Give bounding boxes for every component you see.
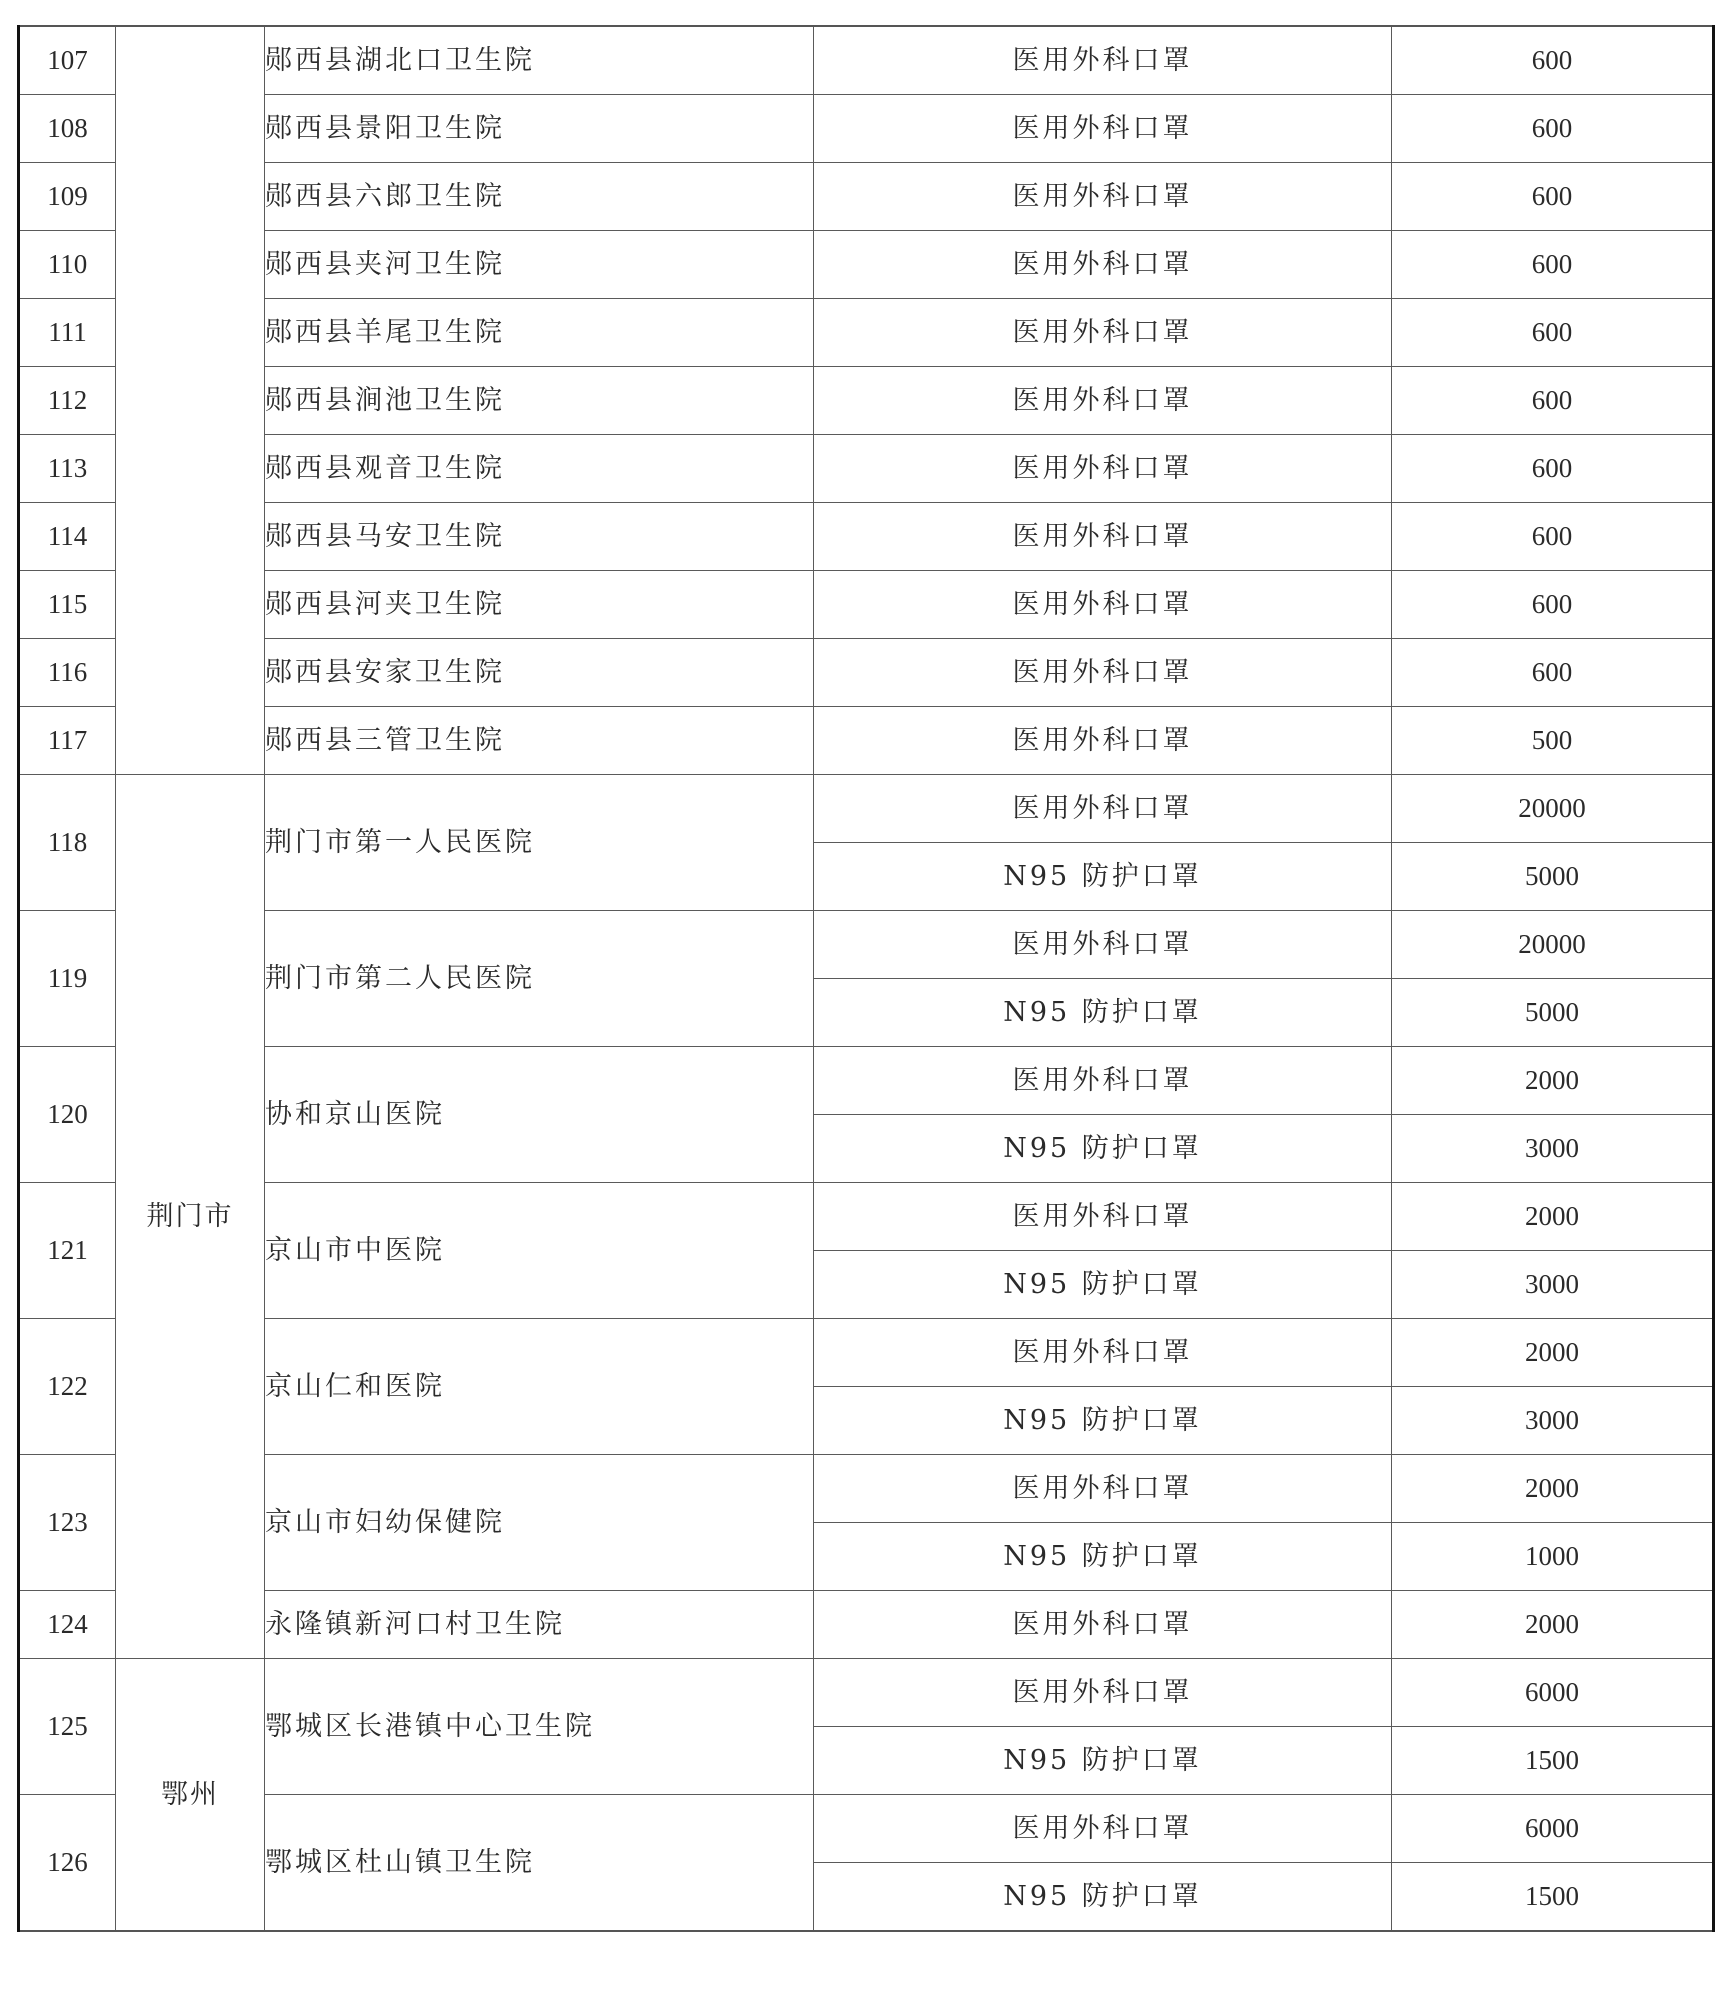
recipient-name: 郧西县羊尾卫生院	[265, 299, 814, 367]
row-number: 112	[19, 367, 116, 435]
item-quantity: 600	[1392, 639, 1714, 707]
item-quantity: 600	[1392, 503, 1714, 571]
item-quantity: 2000	[1392, 1047, 1714, 1115]
table-row	[19, 639, 1714, 707]
row-number: 113	[19, 435, 116, 503]
item-type: N95 防护口罩	[814, 843, 1392, 911]
item-type: 医用外科口罩	[814, 503, 1392, 571]
item-quantity: 600	[1392, 26, 1714, 95]
recipient-name: 永隆镇新河口村卫生院	[265, 1591, 814, 1659]
item-quantity: 2000	[1392, 1319, 1714, 1387]
table-row	[19, 1591, 1714, 1659]
recipient-name: 郧西县河夹卫生院	[265, 571, 814, 639]
item-type: N95 防护口罩	[814, 1387, 1392, 1455]
table-row	[19, 231, 1714, 299]
item-type: 医用外科口罩	[814, 1319, 1392, 1387]
item-quantity: 1500	[1392, 1727, 1714, 1795]
region-cell	[116, 775, 265, 1659]
item-quantity: 500	[1392, 707, 1714, 775]
table-row	[19, 299, 1714, 367]
table-row	[19, 503, 1714, 571]
recipient-name: 郧西县六郎卫生院	[265, 163, 814, 231]
item-type: N95 防护口罩	[814, 979, 1392, 1047]
item-quantity: 5000	[1392, 979, 1714, 1047]
item-type: 医用外科口罩	[814, 299, 1392, 367]
item-type: 医用外科口罩	[814, 435, 1392, 503]
item-type: 医用外科口罩	[814, 707, 1392, 775]
item-quantity: 600	[1392, 163, 1714, 231]
region-cell	[116, 1659, 265, 1932]
table-row	[19, 26, 1714, 95]
recipient-name: 郧西县马安卫生院	[265, 503, 814, 571]
item-quantity: 2000	[1392, 1591, 1714, 1659]
table-row	[19, 1047, 1714, 1115]
item-type: 医用外科口罩	[814, 95, 1392, 163]
region-label: 荆门市	[146, 1201, 234, 1232]
item-type: 医用外科口罩	[814, 26, 1392, 95]
recipient-name: 荆门市第一人民医院	[265, 775, 814, 911]
row-number: 120	[19, 1047, 116, 1183]
table-row	[19, 1795, 1714, 1863]
item-quantity: 6000	[1392, 1795, 1714, 1863]
donation-table	[17, 25, 1715, 1932]
item-quantity: 600	[1392, 435, 1714, 503]
item-type: 医用外科口罩	[814, 911, 1392, 979]
table-row	[19, 775, 1714, 843]
item-type: 医用外科口罩	[814, 571, 1392, 639]
item-type: 医用外科口罩	[814, 1795, 1392, 1863]
item-quantity: 3000	[1392, 1251, 1714, 1319]
recipient-name: 京山市妇幼保健院	[265, 1455, 814, 1591]
item-quantity: 600	[1392, 231, 1714, 299]
row-number: 119	[19, 911, 116, 1047]
row-number: 108	[19, 95, 116, 163]
table-row	[19, 435, 1714, 503]
item-type: N95 防护口罩	[814, 1523, 1392, 1591]
region-label: 鄂州	[161, 1779, 219, 1810]
item-quantity: 3000	[1392, 1115, 1714, 1183]
item-quantity: 600	[1392, 95, 1714, 163]
recipient-name: 郧西县安家卫生院	[265, 639, 814, 707]
item-type: 医用外科口罩	[814, 1047, 1392, 1115]
row-number: 114	[19, 503, 116, 571]
item-quantity: 1500	[1392, 1863, 1714, 1932]
item-type: N95 防护口罩	[814, 1115, 1392, 1183]
recipient-name: 郧西县三管卫生院	[265, 707, 814, 775]
item-type: 医用外科口罩	[814, 367, 1392, 435]
table-row	[19, 571, 1714, 639]
row-number: 125	[19, 1659, 116, 1795]
row-number: 124	[19, 1591, 116, 1659]
item-type: 医用外科口罩	[814, 1659, 1392, 1727]
recipient-name: 郧西县景阳卫生院	[265, 95, 814, 163]
item-quantity: 3000	[1392, 1387, 1714, 1455]
recipient-name: 京山市中医院	[265, 1183, 814, 1319]
donation-table-body	[19, 26, 1714, 1931]
row-number: 117	[19, 707, 116, 775]
item-type: N95 防护口罩	[814, 1727, 1392, 1795]
row-number: 111	[19, 299, 116, 367]
item-quantity: 600	[1392, 571, 1714, 639]
row-number: 126	[19, 1795, 116, 1932]
item-quantity: 20000	[1392, 911, 1714, 979]
row-number: 123	[19, 1455, 116, 1591]
row-number: 110	[19, 231, 116, 299]
item-type: N95 防护口罩	[814, 1251, 1392, 1319]
recipient-name: 郧西县夹河卫生院	[265, 231, 814, 299]
item-quantity: 600	[1392, 299, 1714, 367]
table-row	[19, 95, 1714, 163]
recipient-name: 鄂城区杜山镇卫生院	[265, 1795, 814, 1932]
row-number: 121	[19, 1183, 116, 1319]
recipient-name: 京山仁和医院	[265, 1319, 814, 1455]
item-quantity: 1000	[1392, 1523, 1714, 1591]
region-cell	[116, 26, 265, 775]
item-quantity: 20000	[1392, 775, 1714, 843]
item-type: 医用外科口罩	[814, 1591, 1392, 1659]
table-row	[19, 707, 1714, 775]
row-number: 122	[19, 1319, 116, 1455]
item-quantity: 5000	[1392, 843, 1714, 911]
item-quantity: 2000	[1392, 1455, 1714, 1523]
row-number: 109	[19, 163, 116, 231]
item-type: 医用外科口罩	[814, 639, 1392, 707]
row-number: 115	[19, 571, 116, 639]
recipient-name: 郧西县涧池卫生院	[265, 367, 814, 435]
table-row	[19, 911, 1714, 979]
item-type: 医用外科口罩	[814, 1455, 1392, 1523]
item-type: 医用外科口罩	[814, 163, 1392, 231]
recipient-name: 荆门市第二人民医院	[265, 911, 814, 1047]
item-quantity: 600	[1392, 367, 1714, 435]
table-row	[19, 1659, 1714, 1727]
table-row	[19, 367, 1714, 435]
row-number: 116	[19, 639, 116, 707]
row-number: 107	[19, 26, 116, 95]
item-type: 医用外科口罩	[814, 1183, 1392, 1251]
item-quantity: 6000	[1392, 1659, 1714, 1727]
table-row	[19, 1183, 1714, 1251]
item-quantity: 2000	[1392, 1183, 1714, 1251]
recipient-name: 鄂城区长港镇中心卫生院	[265, 1659, 814, 1795]
item-type: 医用外科口罩	[814, 231, 1392, 299]
table-row	[19, 1319, 1714, 1387]
table-row	[19, 163, 1714, 231]
row-number: 118	[19, 775, 116, 911]
item-type: N95 防护口罩	[814, 1863, 1392, 1932]
table-row	[19, 1455, 1714, 1523]
recipient-name: 协和京山医院	[265, 1047, 814, 1183]
item-type: 医用外科口罩	[814, 775, 1392, 843]
recipient-name: 郧西县湖北口卫生院	[265, 26, 814, 95]
recipient-name: 郧西县观音卫生院	[265, 435, 814, 503]
